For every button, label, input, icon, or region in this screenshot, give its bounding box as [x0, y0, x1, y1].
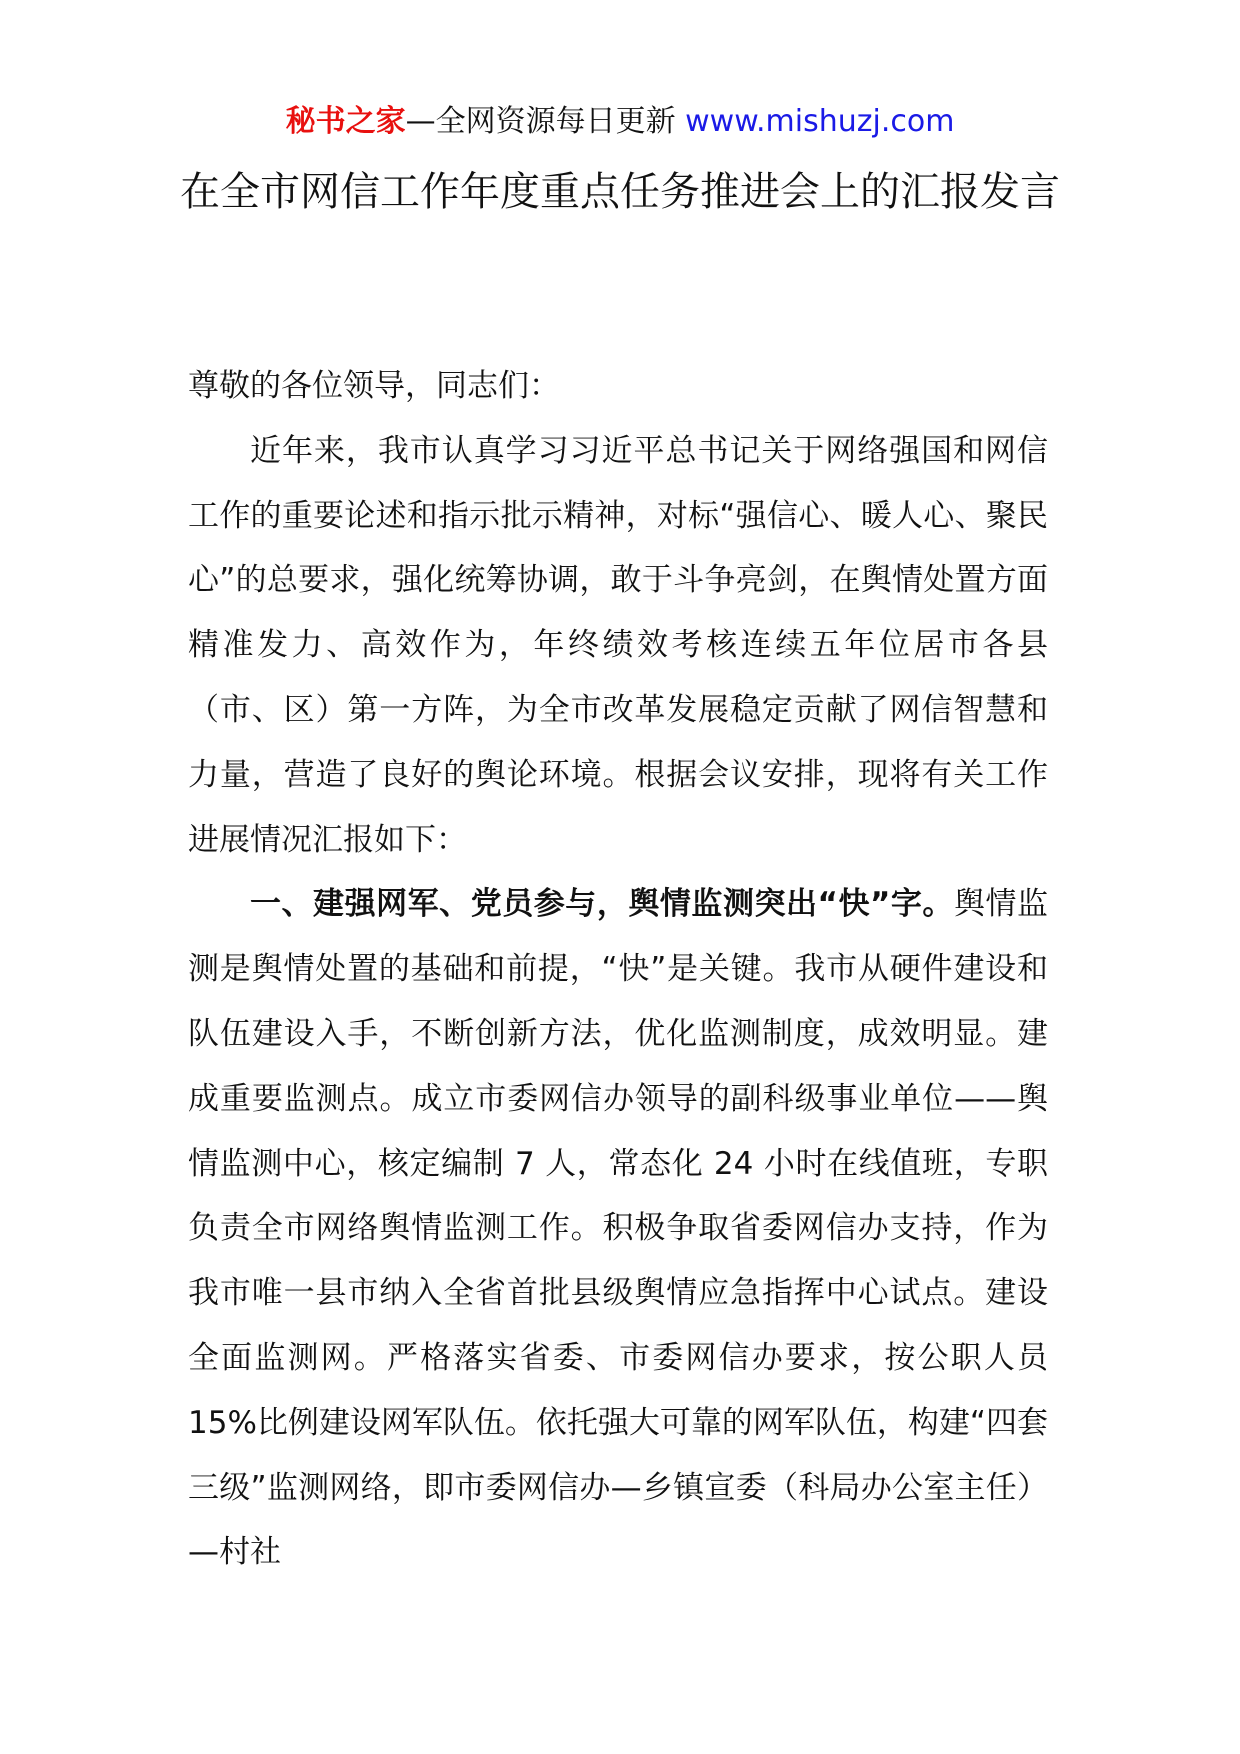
document-body [188, 354, 1048, 1585]
section-1-text: 舆情监测是舆情处置的基础和前提，“快”是关键。我市从硬件建设和队伍建设入手，不断创新方法，优化监测制度，成效明显。建成重要监测点。成立市委网信办领导的副科级事业单位——舆情监测中心，核定编制 7 人，常态化 24 小时在线值班，专职负责全市网络舆情监测工作。积极争取省委网信办支持，作为我市唯一县市纳入全省首批县级舆情应急指挥中心试点。建设全面监测网。严格落实省委、市委网信办要求，按公职人员 15%比例建设网军队伍。依托强大可靠的网军队伍，构建“四套三级”监测网络，即市委网信办—乡镇宣委（科局办公室主任）—村社 [188, 886, 1048, 1571]
header-slogan: —全网资源每日更新 [405, 104, 676, 139]
site-url-link[interactable]: www.mishuzj.com [685, 104, 955, 139]
section-1-heading: 一、建强网军、党员参与，舆情监测突出“快”字。 [250, 886, 954, 923]
salutation: 尊敬的各位领导，同志们： [188, 368, 560, 404]
brand-name: 秘书之家 [285, 104, 406, 139]
intro-paragraph: 近年来，我市认真学习习近平总书记关于网络强国和网信工作的重要论述和指示批示精神，对标“强信心、暖人心、聚民心”的总要求，强化统筹协调，敢于斗争亮剑，在舆情处置方面精准发力、高效作为，年终绩效考核连续五年位居市各县（市、区）第一方阵，为全市改革发展稳定贡献了网信智慧和力量，营造了良好的舆论环境。根据会议安排，现将有关工作进展情况汇报如下： [188, 432, 1048, 858]
document-title: 在全市网信工作年度重点任务推进会上的汇报发言 [180, 169, 1060, 215]
section-1-paragraph [188, 872, 1048, 1585]
site-header [0, 102, 1240, 142]
